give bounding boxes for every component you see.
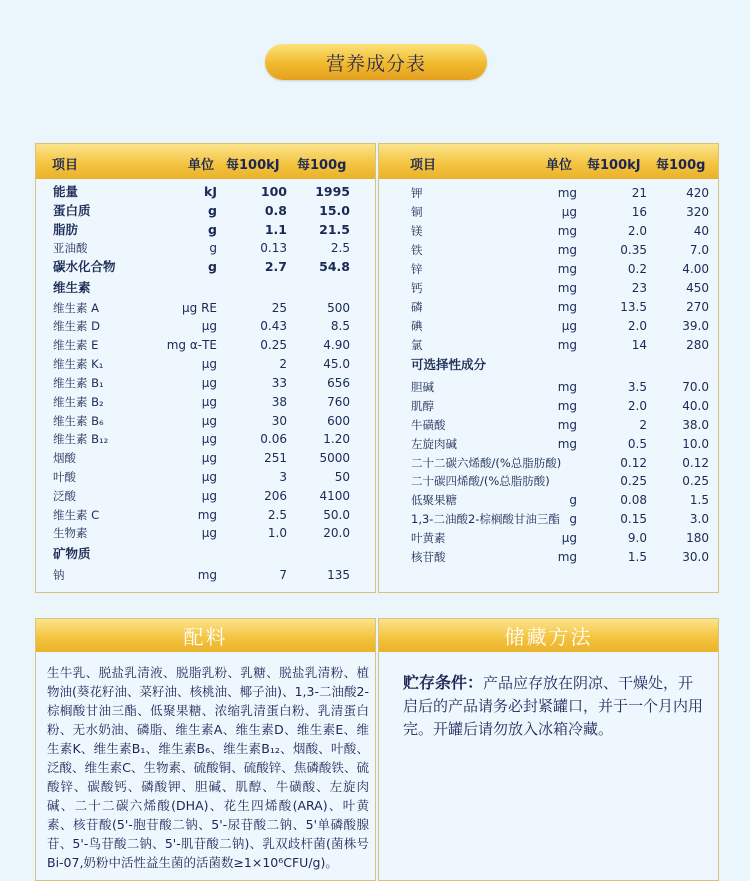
table-row: [36, 468, 375, 486]
value-per-100g: 70.0: [682, 380, 709, 394]
table-row: [379, 222, 718, 240]
nutrient-name: 脂肪: [53, 222, 79, 237]
ingredients-title: 配料: [36, 619, 375, 652]
value-per-100g: 760: [327, 395, 350, 409]
nutrient-name: 牛磺酸: [411, 418, 446, 432]
header-per-kj: 每100kJ: [587, 158, 641, 173]
table-row: [379, 241, 718, 259]
value-per-100kj: 7: [279, 568, 287, 582]
storage-text: 产品应存放在阴凉、干燥处，开启后的产品请务必封紧罐口，并于一个月内用完。开罐后请勿放入冰箱冷藏。: [403, 674, 704, 738]
nutrient-name: 二十二碳六烯酸/(%总脂肪酸): [411, 456, 562, 470]
nutrient-name: 氯: [411, 338, 423, 352]
nutrient-name: 可选择性成分: [411, 357, 487, 372]
value-per-100kj: 2.5: [267, 508, 287, 522]
nutrient-unit: mg: [557, 418, 577, 432]
nutrient-unit: μg: [201, 319, 217, 333]
value-per-100kj: 0.5: [627, 437, 647, 451]
nutrient-name: 能量: [53, 184, 79, 199]
header-item: 项目: [410, 158, 437, 173]
value-per-100g: 38.0: [682, 418, 709, 432]
value-per-100kj: 3: [279, 470, 287, 484]
value-per-100kj: 0.25: [620, 474, 647, 488]
value-per-100kj: 100: [260, 184, 287, 199]
value-per-100g: 600: [327, 414, 350, 428]
value-per-100kj: 0.06: [260, 432, 287, 446]
nutrient-name: 1,3-二油酸2-棕榈酸甘油三酯: [411, 512, 560, 526]
page-title: 营养成分表: [265, 44, 487, 80]
nutrient-name: 叶黄素: [411, 531, 446, 545]
table-row: [379, 529, 718, 547]
table-row: [379, 397, 718, 415]
nutrient-unit: mg: [197, 568, 217, 582]
storage-panel: [378, 618, 719, 881]
table-row: [36, 430, 375, 448]
nutrient-unit: g: [569, 493, 577, 507]
table-row: [379, 472, 718, 490]
value-per-100g: 2.5: [330, 241, 350, 255]
table-row: [379, 279, 718, 297]
value-per-100kj: 13.5: [620, 300, 647, 314]
table-row: [379, 454, 718, 472]
ingredients-text: 生牛乳、脱盐乳清液、脱脂乳粉、乳糖、脱盐乳清粉、植物油(葵花籽油、菜籽油、核桃油、椰子油)、1,3-二油酸2-棕榈酸甘油三酯、低聚果糖、浓缩乳清蛋白粉、乳清蛋白粉、无水奶油、磷脂、维生素A、维生素D、维生素E、维生素K、维生素B₁、维生素B₆、维生素B₁₂、烟酸、叶酸、泛酸、维生素C、生物素、硫酸铜、硫酸锌、焦磷酸铁、硫酸锌、碳酸钙、磷酸钾、胆碱、肌醇、牛磺酸、左旋肉碱、二十二碳六烯酸(DHA)、花生四烯酸(ARA)、叶黄素、核苷酸(5'-胞苷酸二钠、5'-尿苷酸二钠、5'单磷酸腺苷、5'-鸟苷酸二钠、5'-肌苷酸二钠)、乳双歧杆菌(菌株号Bi-07,奶粉中活性益生菌的活菌数≥1×10⁶CFU/g)。: [47, 665, 369, 870]
value-per-100kj: 0.12: [620, 456, 647, 470]
nutrient-name: 蛋白质: [53, 203, 91, 218]
nutrient-name: 铜: [411, 205, 423, 219]
value-per-100kj: 1.5: [627, 550, 647, 564]
value-per-100kj: 0.15: [620, 512, 647, 526]
value-per-100kj: 14: [631, 338, 647, 352]
nutrient-unit: μg: [201, 414, 217, 428]
value-per-100g: 1995: [315, 184, 350, 199]
nutrient-unit: g: [209, 241, 217, 255]
nutrient-unit: μg: [201, 395, 217, 409]
value-per-100g: 50.0: [323, 508, 350, 522]
nutrient-name: 钙: [411, 281, 423, 295]
nutrient-name: 泛酸: [53, 489, 76, 503]
storage-title: 储藏方法: [379, 619, 718, 652]
nutrient-name: 磷: [411, 300, 423, 314]
value-per-100kj: 0.43: [260, 319, 287, 333]
value-per-100kj: 1.0: [267, 526, 287, 540]
nutrient-unit: μg: [201, 489, 217, 503]
header-per-kj: 每100kJ: [226, 158, 280, 173]
table-row: [379, 356, 718, 374]
nutrient-name: 二十碳四烯酸/(%总脂肪酸): [411, 474, 550, 488]
nutrient-name: 钠: [53, 568, 65, 582]
nutrient-unit: mg: [557, 300, 577, 314]
nutrient-name: 镁: [411, 224, 423, 238]
nutrient-name: 核苷酸: [411, 550, 446, 564]
value-per-100g: 8.5: [330, 319, 350, 333]
value-per-100kj: 16: [631, 205, 647, 219]
value-per-100g: 320: [686, 205, 709, 219]
nutrient-name: 左旋肉碱: [411, 437, 457, 451]
nutrient-name: 胆碱: [411, 380, 434, 394]
nutrient-unit: mg: [557, 243, 577, 257]
value-per-100kj: 9.0: [627, 531, 647, 545]
nutrient-unit: g: [569, 512, 577, 526]
nutrient-unit: μg: [201, 526, 217, 540]
table-row: [36, 374, 375, 392]
nutrient-unit: mg: [557, 437, 577, 451]
table-row: [36, 355, 375, 373]
value-per-100kj: 0.08: [620, 493, 647, 507]
nutrient-unit: g: [208, 222, 217, 237]
table-row: [379, 378, 718, 396]
nutrient-name: 钾: [411, 186, 423, 200]
value-per-100kj: 0.8: [264, 203, 287, 218]
header-unit: 单位: [188, 158, 215, 173]
value-per-100g: 20.0: [323, 526, 350, 540]
table-row: [36, 393, 375, 411]
nutrient-name: 锌: [411, 262, 423, 276]
value-per-100g: 7.0: [689, 243, 709, 257]
nutrient-unit: mg: [557, 380, 577, 394]
table-row: [379, 416, 718, 434]
nutrient-name: 维生素: [53, 280, 91, 295]
table-header: [379, 144, 718, 179]
table-row: [36, 317, 375, 335]
table-body: [36, 179, 375, 592]
table-row: [36, 449, 375, 467]
value-per-100g: 280: [686, 338, 709, 352]
nutrient-name: 铁: [411, 243, 423, 257]
value-per-100g: 1.20: [323, 432, 350, 446]
table-row: [36, 412, 375, 430]
value-per-100g: 10.0: [682, 437, 709, 451]
value-per-100g: 4100: [319, 489, 350, 503]
nutrient-name: 肌醇: [411, 399, 434, 413]
header-per-g: 每100g: [656, 158, 706, 173]
value-per-100g: 656: [327, 376, 350, 390]
value-per-100kj: 30: [271, 414, 287, 428]
nutrient-unit: μg: [561, 531, 577, 545]
value-per-100g: 1.5: [689, 493, 709, 507]
nutrient-unit: mg: [557, 186, 577, 200]
nutrient-unit: g: [208, 259, 217, 274]
nutrient-name: 维生素 C: [53, 508, 100, 522]
nutrient-name: 亚油酸: [53, 241, 88, 255]
table-header: [36, 144, 375, 179]
value-per-100g: 21.5: [319, 222, 350, 237]
value-per-100g: 4.00: [682, 262, 709, 276]
nutrient-name: 维生素 B₂: [53, 395, 104, 409]
table-row: [36, 279, 375, 297]
table-row: [36, 487, 375, 505]
table-row: [36, 258, 375, 276]
nutrient-unit: μg: [201, 451, 217, 465]
table-row: [379, 510, 718, 528]
value-per-100g: 40: [693, 224, 709, 238]
nutrient-unit: μg RE: [182, 301, 217, 315]
value-per-100g: 0.25: [682, 474, 709, 488]
table-row: [379, 548, 718, 566]
nutrient-unit: μg: [561, 205, 577, 219]
nutrient-name: 烟酸: [53, 451, 76, 465]
value-per-100kj: 25: [271, 301, 287, 315]
value-per-100kj: 0.25: [260, 338, 287, 352]
nutrient-unit: mg: [197, 508, 217, 522]
nutrient-name: 叶酸: [53, 470, 76, 484]
nutrient-unit: mg: [557, 281, 577, 295]
value-per-100g: 45.0: [323, 357, 350, 371]
nutrient-unit: kJ: [204, 184, 217, 199]
storage-label: 贮存条件：: [403, 673, 484, 692]
nutrient-name: 维生素 B₁₂: [53, 432, 109, 446]
nutrient-unit: mg: [557, 224, 577, 238]
value-per-100kj: 2: [639, 418, 647, 432]
nutrient-unit: μg: [201, 357, 217, 371]
table-row: [379, 336, 718, 354]
nutrient-name: 维生素 E: [53, 338, 99, 352]
table-row: [36, 545, 375, 563]
value-per-100kj: 2.0: [627, 399, 647, 413]
nutrient-unit: mg α-TE: [166, 338, 217, 352]
nutrition-table-right: [378, 143, 719, 593]
nutrient-name: 维生素 B₆: [53, 414, 104, 428]
table-row: [379, 203, 718, 221]
value-per-100g: 50: [334, 470, 350, 484]
value-per-100kj: 2.7: [264, 259, 287, 274]
table-row: [379, 317, 718, 335]
header-item: 项目: [52, 158, 79, 173]
value-per-100kj: 2: [279, 357, 287, 371]
value-per-100kj: 33: [271, 376, 287, 390]
nutrient-unit: mg: [557, 399, 577, 413]
table-row: [36, 524, 375, 542]
value-per-100g: 135: [327, 568, 350, 582]
value-per-100g: 4.90: [323, 338, 350, 352]
value-per-100g: 30.0: [682, 550, 709, 564]
nutrient-unit: mg: [557, 262, 577, 276]
value-per-100kj: 0.2: [627, 262, 647, 276]
value-per-100kj: 0.13: [260, 241, 287, 255]
value-per-100g: 500: [327, 301, 350, 315]
nutrient-name: 矿物质: [53, 546, 91, 561]
nutrient-name: 低聚果糖: [411, 493, 457, 507]
nutrient-name: 维生素 A: [53, 301, 100, 315]
value-per-100g: 40.0: [682, 399, 709, 413]
value-per-100g: 270: [686, 300, 709, 314]
table-body: [379, 179, 718, 592]
value-per-100kj: 38: [271, 395, 287, 409]
nutrient-unit: μg: [561, 319, 577, 333]
table-row: [36, 566, 375, 584]
nutrient-name: 碳水化合物: [53, 259, 116, 274]
nutrient-name: 维生素 B₁: [53, 376, 104, 390]
value-per-100g: 15.0: [319, 203, 350, 218]
value-per-100g: 450: [686, 281, 709, 295]
storage-text-block: [403, 671, 703, 741]
value-per-100g: 5000: [319, 451, 350, 465]
value-per-100kj: 206: [264, 489, 287, 503]
value-per-100g: 54.8: [319, 259, 350, 274]
header-unit: 单位: [546, 158, 573, 173]
value-per-100kj: 3.5: [627, 380, 647, 394]
header-per-g: 每100g: [297, 158, 347, 173]
nutrient-name: 碘: [411, 319, 423, 333]
table-row: [36, 239, 375, 257]
value-per-100kj: 251: [264, 451, 287, 465]
table-row: [36, 506, 375, 524]
table-row: [36, 299, 375, 317]
nutrient-unit: μg: [201, 432, 217, 446]
table-row: [379, 260, 718, 278]
nutrient-unit: μg: [201, 376, 217, 390]
nutrition-table-left: [35, 143, 376, 593]
value-per-100g: 3.0: [689, 512, 709, 526]
nutrient-unit: g: [208, 203, 217, 218]
table-row: [379, 298, 718, 316]
value-per-100kj: 0.35: [620, 243, 647, 257]
nutrient-unit: mg: [557, 338, 577, 352]
value-per-100kj: 21: [631, 186, 647, 200]
nutrient-name: 生物素: [53, 526, 88, 540]
table-row: [36, 221, 375, 239]
value-per-100kj: 23: [631, 281, 647, 295]
table-row: [379, 491, 718, 509]
ingredients-panel: [35, 618, 376, 881]
value-per-100g: 420: [686, 186, 709, 200]
table-row: [36, 336, 375, 354]
nutrient-name: 维生素 D: [53, 319, 101, 333]
nutrient-unit: mg: [557, 550, 577, 564]
table-row: [36, 183, 375, 201]
value-per-100g: 0.12: [682, 456, 709, 470]
table-row: [36, 202, 375, 220]
value-per-100g: 39.0: [682, 319, 709, 333]
value-per-100g: 180: [686, 531, 709, 545]
value-per-100kj: 2.0: [627, 224, 647, 238]
table-row: [379, 184, 718, 202]
value-per-100kj: 2.0: [627, 319, 647, 333]
value-per-100kj: 1.1: [264, 222, 287, 237]
nutrient-unit: μg: [201, 470, 217, 484]
nutrient-name: 维生素 K₁: [53, 357, 104, 371]
table-row: [379, 435, 718, 453]
